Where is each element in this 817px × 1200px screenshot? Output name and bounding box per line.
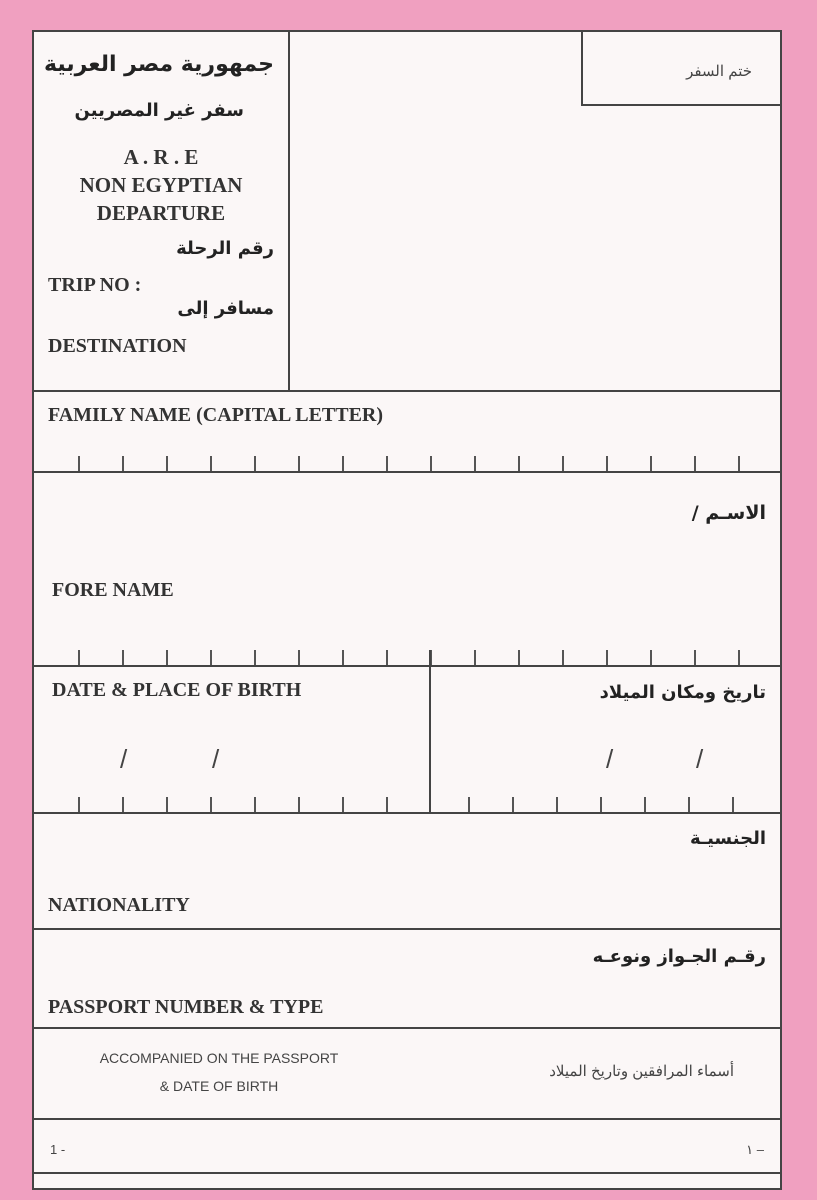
accompanied-label-1: ACCOMPANIED ON THE PASSPORT — [99, 1050, 339, 1066]
nationality-line — [34, 928, 782, 930]
birth-left-boxes[interactable] — [78, 797, 418, 813]
page-number-right: ١ – — [746, 1142, 764, 1157]
box-tick — [562, 456, 564, 472]
nationality-label: NATIONALITY — [48, 894, 190, 916]
box-tick — [122, 650, 124, 666]
stamp-box — [581, 32, 782, 106]
box-tick — [166, 456, 168, 472]
accompanied-label-2: & DATE OF BIRTH — [159, 1078, 279, 1094]
fore-name-label: FORE NAME — [52, 579, 174, 601]
header-country: A . R . E — [123, 145, 199, 169]
birth-ar-label: تاريخ ومكان الميلاد — [599, 682, 766, 703]
header-ar-destination: مسافر إلى — [177, 298, 274, 319]
box-tick — [342, 650, 344, 666]
header-non-egyptian: NON EGYPTIAN — [79, 173, 243, 197]
birth-slash-2: / — [212, 744, 220, 774]
box-tick — [210, 456, 212, 472]
box-tick — [254, 456, 256, 472]
header-bottom-line — [34, 390, 782, 392]
birth-slash-3: / — [606, 744, 614, 774]
box-tick — [210, 650, 212, 666]
box-tick — [468, 797, 470, 813]
box-tick — [122, 456, 124, 472]
box-tick — [254, 650, 256, 666]
box-tick — [556, 797, 558, 813]
passport-line — [34, 1027, 782, 1029]
box-tick — [606, 650, 608, 666]
box-tick — [298, 650, 300, 666]
page-number-left: 1 - — [50, 1142, 66, 1157]
header-divider — [288, 32, 290, 392]
box-tick — [254, 797, 256, 813]
family-name-line — [34, 471, 782, 473]
birth-slash-1: / — [120, 744, 128, 774]
box-tick — [342, 797, 344, 813]
box-tick — [738, 650, 740, 666]
passport-ar-label: رقـم الجـواز ونوعـه — [592, 946, 766, 967]
box-tick — [688, 797, 690, 813]
fore-name-ar-label: الاسـم / — [691, 502, 766, 524]
header-departure: DEPARTURE — [96, 201, 226, 225]
accompanied-line — [34, 1118, 782, 1120]
box-tick — [650, 456, 652, 472]
box-tick — [694, 650, 696, 666]
box-tick — [342, 456, 344, 472]
header-ar-trip: رقم الرحلة — [176, 238, 274, 259]
box-tick — [386, 797, 388, 813]
box-tick — [166, 797, 168, 813]
nationality-ar-label: الجنسيـة — [690, 828, 766, 849]
passport-label: PASSPORT NUMBER & TYPE — [48, 996, 324, 1018]
stamp-label: ختم السفر — [686, 63, 752, 80]
box-tick — [430, 456, 432, 472]
box-tick — [518, 456, 520, 472]
box-tick — [298, 456, 300, 472]
box-tick — [694, 456, 696, 472]
family-name-boxes[interactable] — [78, 456, 738, 472]
trip-no-label: TRIP NO : — [48, 274, 142, 296]
birth-divider — [429, 650, 431, 813]
box-tick — [732, 797, 734, 813]
box-tick — [210, 797, 212, 813]
box-tick — [562, 650, 564, 666]
fore-name-boxes[interactable] — [78, 650, 738, 666]
box-tick — [122, 797, 124, 813]
box-tick — [474, 456, 476, 472]
birth-line — [34, 812, 782, 814]
box-tick — [78, 650, 80, 666]
box-tick — [474, 650, 476, 666]
family-name-label: FAMILY NAME (CAPITAL LETTER) — [48, 404, 384, 426]
box-tick — [386, 650, 388, 666]
box-tick — [738, 456, 740, 472]
box-tick — [606, 456, 608, 472]
birth-slash-4: / — [696, 744, 704, 774]
fore-name-line — [34, 665, 782, 667]
box-tick — [78, 456, 80, 472]
footer-line — [34, 1172, 782, 1174]
box-tick — [166, 650, 168, 666]
box-tick — [512, 797, 514, 813]
header-ar-subtitle: سفر غير المصريين — [74, 100, 244, 121]
box-tick — [650, 650, 652, 666]
accompanied-ar-label: أسماء المرافقين وتاريخ الميلاد — [549, 1063, 734, 1080]
birth-right-boxes[interactable] — [468, 797, 768, 813]
box-tick — [600, 797, 602, 813]
box-tick — [386, 456, 388, 472]
box-tick — [518, 650, 520, 666]
box-tick — [644, 797, 646, 813]
birth-label: DATE & PLACE OF BIRTH — [52, 679, 302, 701]
box-tick — [78, 797, 80, 813]
destination-label: DESTINATION — [48, 335, 187, 357]
header-ar-title: جمهورية مصر العربية — [44, 52, 274, 77]
departure-card — [32, 30, 782, 1190]
box-tick — [298, 797, 300, 813]
